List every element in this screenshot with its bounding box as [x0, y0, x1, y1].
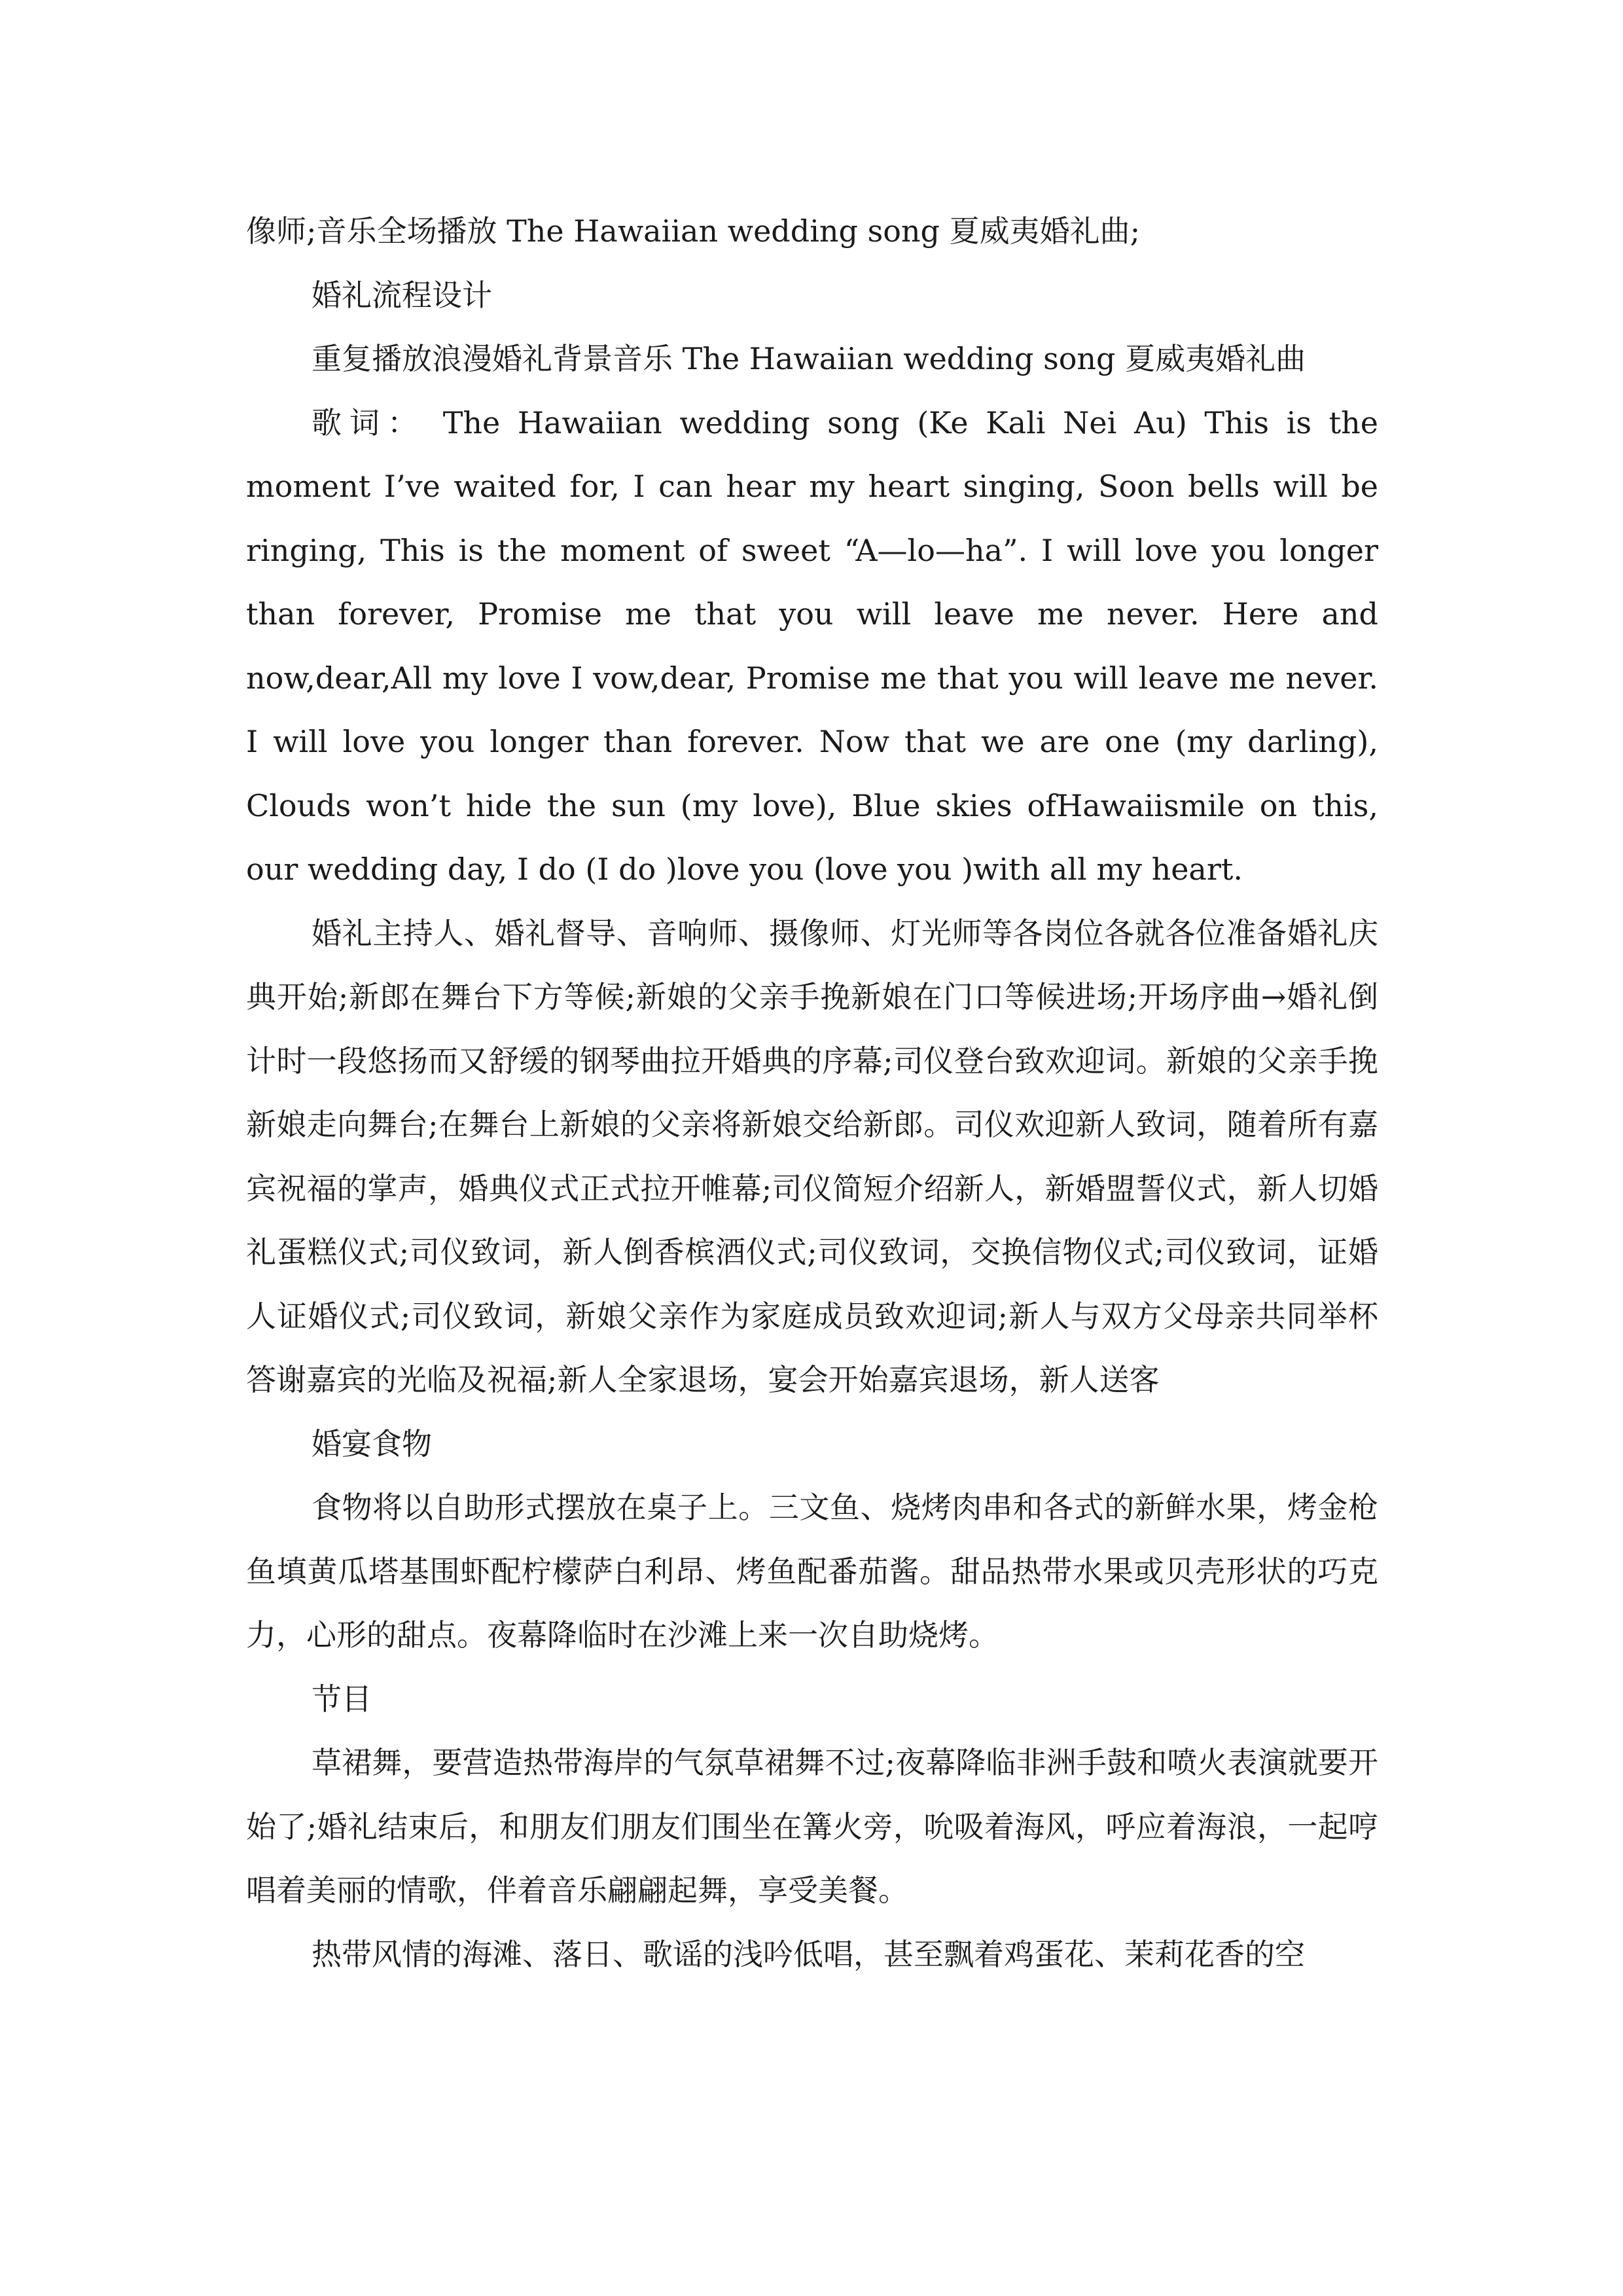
paragraph-continuation: 像师;音乐全场播放 The Hawaiian wedding song 夏威夷婚礼曲;	[246, 213, 1141, 249]
document-page	[246, 200, 1378, 1986]
paragraph-tropical: 热带风情的海滩、落日、歌谣的浅吟低唱，甚至飘着鸡蛋花、茉莉花香的空	[312, 1936, 1305, 1972]
section-heading-program: 节目	[312, 1681, 372, 1717]
paragraph-food: 食物将以自助形式摆放在桌子上。三文鱼、烧烤肉串和各式的新鲜水果，烤金枪鱼填黄瓜塔基围虾配柠檬萨白利昂、烤鱼配番茄酱。甜品热带水果或贝壳形状的巧克力，心形的甜点。夜幕降临时在沙滩上来一次自助烧烤。	[246, 1490, 1378, 1653]
section-heading-wedding-flow: 婚礼流程设计	[312, 277, 492, 313]
paragraph-background-music: 重复播放浪漫婚礼背景音乐 The Hawaiian wedding song 夏威夷婚礼曲	[312, 341, 1306, 376]
paragraph-program: 草裙舞，要营造热带海岸的气氛草裙舞不过;夜幕降临非洲手鼓和喷火表演就要开始了;婚礼结束后，和朋友们朋友们围坐在篝火旁，吮吸着海风，呼应着海浪，一起哼唱着美丽的情歌，伴着音乐翩翩起舞，享受美餐。	[246, 1745, 1378, 1908]
paragraph-lyrics: 歌词： The Hawaiian wedding song (Ke Kali Nei Au) This is the moment I’ve waited for, I can hear my heart singing, Soon bells will be ringing, This is the moment of sweet “A—lo—ha”. I will love you longer than forever, Promise me that you will leave me never. Here and now,dear,All my love I vow,dear, Promise me that you will leave me never. I will love you longer than forever. Now that we are one (my darling), Clouds won’t hide the sun (my love), Blue skies ofHawaiismile on this, our wedding day, I do (I do )love you (love you )with all my heart.	[246, 404, 1378, 887]
section-heading-banquet-food: 婚宴食物	[312, 1426, 432, 1462]
paragraph-ceremony-process: 婚礼主持人、婚礼督导、音响师、摄像师、灯光师等各岗位各就各位准备婚礼庆典开始;新郎在舞台下方等候;新娘的父亲手挽新娘在门口等候进场;开场序曲→婚礼倒计时一段悠扬而又舒缓的钢琴曲拉开婚典的序幕;司仪登台致欢迎词。新娘的父亲手挽新娘走向舞台;在舞台上新娘的父亲将新娘交给新郎。司仪欢迎新人致词，随着所有嘉宾祝福的掌声，婚典仪式正式拉开帷幕;司仪简短介绍新人，新婚盟誓仪式，新人切婚礼蛋糕仪式;司仪致词，新人倒香槟酒仪式;司仪致词，交换信物仪式;司仪致词，证婚人证婚仪式;司仪致词，新娘父亲作为家庭成员致欢迎词;新人与双方父母亲共同举杯答谢嘉宾的光临及祝福;新人全家退场，宴会开始嘉宾退场，新人送客	[246, 915, 1378, 1397]
